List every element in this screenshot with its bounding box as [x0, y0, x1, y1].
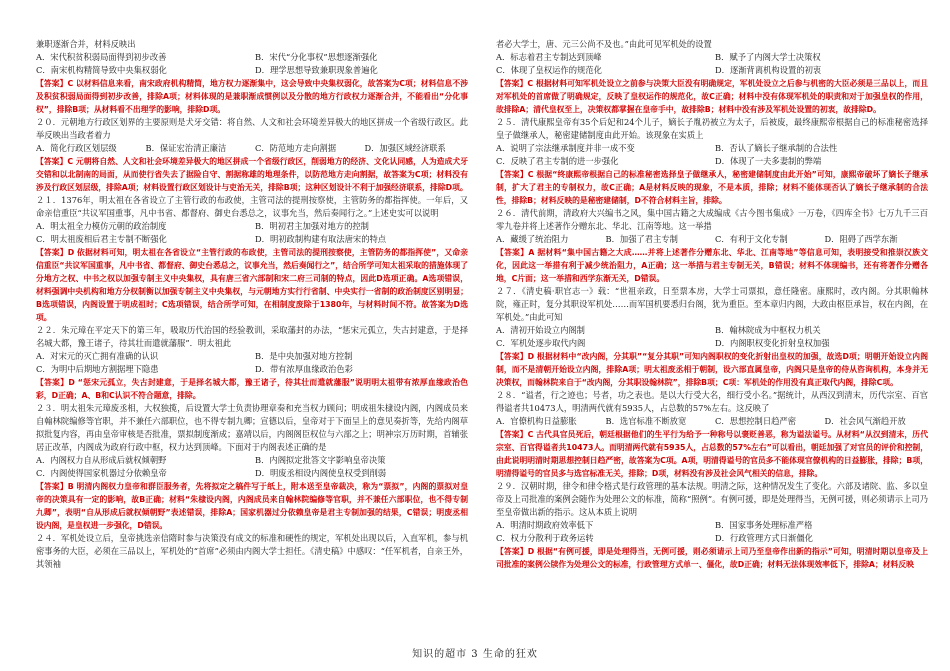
answer-explanation: 【答案】D 根据材料中“改内阁，分其职”“复分其职”可知内阁职权的变化折射出皇权的加强，故选D项；明朝开始设立内阁制，而不是清朝开始设立内阁，排除A项；明太祖废丞相于朝制，设六部直属皇帝，内阁只是皇帝的侍从咨询机构，本身并无决策权，而翰林院来自于“改内阁，分其职设翰林院”，排除B项；C项：军机处的作用没有真正取代内阁，排除C项。	[496, 352, 928, 387]
right-column	[496, 38, 928, 638]
answer-option: C．反映了君主专制的进一步强化	[496, 156, 619, 166]
answer-option: B．内阁拟定批答文字影响皇帝决策	[255, 455, 386, 465]
answer-option: B．是中央加强对地方控制	[255, 351, 353, 361]
answer-option: C．有利于文化专制	[715, 234, 788, 244]
answer-option: C．军机处逐步取代内阁	[496, 338, 586, 348]
question-text: ２３．明太祖朱元璋废丞相，大权独揽，后设置大学士负责协理章奏和充当权力顾问；明成祖朱棣设内阁，内阁成员来自翰林院编修等官职，并不兼任六部职位，也不得专制九卿；宣德以后，皇帝对于下面呈上的意见奏折等，先给内阁草拟批复内容，再由皇帝审核是否批准，票拟制度渐成；嘉靖以后，内阁阁臣权位与六部之上；明神宗万历时期，首辅张居正改革，内阁成为政府行政中枢，权力达到顶峰。下面对于内阁表述正确的是	[36, 403, 468, 452]
option-group	[36, 454, 468, 467]
answer-option: A．清初开始设立内阁制	[496, 325, 585, 335]
answer-option: D．明废丞相设内阁使皇权受到削弱	[255, 468, 387, 478]
answer-explanation: 【答案】D 依据材料可知，明太祖在各省设立“主管行政的布政使，主管司法的提刑按察使，主管防务的都指挥使”，又命亲信重臣“共议军国重事，凡中书省、都督府、御史台悉总之，议事允当，然后奏闻行之”，结合所学可知太祖采取的措施体现了分地方之权、中书之权以加强专制主义中央集权，具有唐三省六部制和宋二府三司制的特点，因此D选项正确。A选项错误，材料强调中央机构和地方分权制衡以加强专制主义中央集权，与元朝地方实行行省制、中央实行一省制的政治制度区别明显；B选项错误，内阁设置于明成祖时；C选项错误，结合所学可知，在相制度废除于1380年，与材料时间不符。故答案为D选项。	[36, 248, 468, 322]
answer-option: A．简化行政区划层级	[36, 143, 117, 153]
answer-option: C．为明中后期地方割据埋下隐患	[36, 364, 159, 374]
question-text: ２７．《清史稿·职官志一》载：“世祖亲政，日至票本房，大学士司票拟，意任隆密。康熙时，改内阁。分其职翰林院，雍正时，复分其职设军机处……而军国机要悉归台阁，犹为重臣。至本章归内阁，大政由枢臣承旨，权在内阁，在军机处。”由此可知	[496, 286, 928, 322]
answer-option: A．说明了宗法继承制度并非一成不变	[496, 143, 635, 153]
answer-explanation: 【答案】D 根据“有例可援，即是处理得当，无例可援，则必须请示上司乃至皇帝作出新的指示”可知，明清时期以皇帝及上司批准的案例公牍作为处理公文的标准，行政管理方式单一、僵化，故D正确；材料无法体现效率低下，排除A；材料反映	[496, 547, 928, 569]
answer-option: A．官僚机构日益膨胀	[496, 416, 577, 426]
option-group	[496, 64, 928, 77]
answer-option: C．权力分散利于政务运转	[496, 533, 594, 543]
answer-explanation: 【答案】C 根据“终康熙帝根据自己的标准秘密选择皇子做继承人，秘密建储制度由此开始”可知，康熙帝破坏了嫡长子继承制，扩大了君主的专制权力，故C正确；A是材料反映的现象，不是本质，排除；材料不能体现否认了嫡长子继承制的合法性，排除B；材料反映的是秘密建储制，D不符合材料主旨，排除。	[496, 170, 928, 205]
answer-explanation: 【答案】C 元朝将自然、人文和社会环境差异极大的地区拼成一个省级行政区，削弱地方的经济、文化认同感，人为造成犬牙交错和以北制南的局面，从而使行省失去了据险自守、割据称雄的地理条件，以防范地方走向割据，故答案为C项；材料没有涉及行政区划层级，排除A项；材料设置行政区划设计与吏治无关，排除B项；这种区划设计不利于加强经济联系，排除D项。	[36, 157, 468, 192]
option-group	[496, 519, 928, 532]
answer-option: C．内阁使得国家机器过分依赖皇帝	[36, 468, 167, 478]
option-group	[496, 233, 928, 246]
option-group	[36, 51, 468, 77]
answer-option: A．宋代积贫积弱局面得到初步改善	[36, 52, 167, 62]
answer-option: A．对宋元的灭亡拥有准确的认识	[36, 351, 159, 361]
question-text: ２４．军机处设立后，皇帝挑选亲信隋时参与决策没有成文的标准和硬性的规定，军机处出现以后，入直军机，参与机密事务的大臣，必须在三品以上，军机处的“首席”必须由内阁大学士担任。《清史稿》中感叹：“任军机者，自亲王外，其领袖	[36, 533, 468, 569]
answer-option: C．防范地方走向割据	[255, 143, 337, 153]
answer-option: D．明初政制构建有取法唐宋的特点	[255, 234, 387, 244]
answer-explanation: 【答案】B 明清内阁权力皇帝和群臣服务者，先将拟定之稿件写于纸上，附本送至皇帝裁决，称为“票拟”，内阁的票拟对皇帝的决策具有一定的影响，故B正确；材料“朱棣设内阁，内阁成员来自翰林院编修等官职，并不兼任六部职位，也不得专制九卿”，表明“自从形成后就权倾朝野”表述错误，排除A；国家机器过分依赖皇帝是君主专制加强的结果，C错误；明废丞相设内阁，是皇权进一步强化，D错误。	[36, 482, 468, 530]
answer-explanation: 【答案】C 根据材料可知军机处设立之前参与决策大臣没有明确规定，军机处设立之后参与机密的大臣必须是三品以上，而且对军机处的首席做了明确规定，反映了皇权运作的规范化，故C正确；材料中没有体现军机处的职责和对于加强皇权的作用，故排除A；清代皇权至上，决策权都掌握在皇帝手中，故排除B；材料中没有涉及军机处设置的初衷，故排除D。	[496, 79, 928, 114]
answer-option: A．明清时期政府效率低下	[496, 520, 594, 530]
answer-option: D．行政管理方式日渐僵化	[715, 533, 813, 543]
question-text: 兼职逐渐合并，材料反映出	[36, 39, 136, 49]
left-column	[36, 38, 468, 638]
option-group	[496, 415, 928, 428]
answer-option: B．翰林院成为中枢权力机关	[715, 325, 821, 335]
question-text: ２８．“谥者，行之迹也；号者，功之表也。是以大行受大名，细行受小名。”据统计，从西汉到清末，历代宗室、百官得谥者共10473人，明清两代就有5935人，占总数的57%左右。这反映了	[496, 390, 928, 413]
answer-option: A．明太祖全力模仿元朝的政治制度	[36, 221, 167, 231]
answer-option: A．藏缓了统治阻力	[496, 234, 569, 244]
question-text: ２０．元朝地方行政区划界的主要原则是犬牙交错：将自然、人文和社会环境差异极大的地区拼成一个省级行政区。此举反映出当政者着力	[36, 117, 468, 140]
option-group	[496, 142, 928, 155]
answer-option: B．宋代“分化事权”思想逐渐强化	[255, 52, 378, 62]
answer-option: B．保证宏治清正廉洁	[145, 143, 227, 153]
answer-option: D．内阁职权变化折射皇权加强	[715, 338, 830, 348]
answer-explanation: 【答案】C 以材料信息来看，南宋政府机构精简，地方权力逐渐集中，这会导致中央集权弱化，故答案为C项；材料信息不涉及积贫积弱局面得到初步改善，排除A项；材料体现的是兼职渐成惯例以及分散的地方行政权力逐渐合并，不能看出“分化事权”，排除B项；从材料看不出理学的影响，排除D项。	[36, 79, 468, 114]
question-text: ２９．汉朝时期，律令和律令格式是行政管理的基本法规。明清之际，这种情况发生了变化。六部及诸院、监、多以皇帝及上司批准的案例会随作为处理公文的标准，简称“照例”。有例可援，即是处理得当，无例可援，则必须请示上司乃至皇帝做出新的指示。这从本质上说明	[496, 481, 928, 517]
page-footer: 知识的超市 3 生命的狂欢	[412, 649, 538, 660]
answer-option: D．带有浓厚血缘政治色彩	[255, 364, 353, 374]
option-group	[496, 532, 928, 545]
option-group	[36, 142, 468, 155]
answer-option: C．体现了皇权运作的规范化	[496, 65, 602, 75]
two-columns	[36, 38, 928, 638]
option-group	[36, 467, 468, 480]
answer-option: B．加强了君主专制	[605, 234, 678, 244]
option-group	[496, 51, 928, 64]
answer-option: C．思想控制日趋严密	[715, 416, 797, 426]
answer-explanation: 【答案】D “惩宋元孤立，失古封建意，于是择名城大都，豫王诸子，待其壮而遣就藩服”说明明太祖带有浓厚血缘政治色彩，D正确；A、B和C认识不符合题意，排除。	[36, 378, 468, 400]
answer-option: D．阻碍了西学东渐	[824, 234, 898, 244]
answer-option: A．内阁权力自从形成后就权倾朝野	[36, 455, 167, 465]
question-text: 者必大学士，唐、元三公尚不及也。”由此可见军机处的设置	[496, 39, 712, 49]
answer-option: D．加强区域经济联系	[364, 143, 446, 153]
answer-option: D．体现了一夫多妻制的弊端	[715, 156, 822, 166]
answer-option: D．理学思想导致兼职现象普遍化	[255, 65, 378, 75]
question-text: ２２．朱元璋在平定天下的第三年，吸取历代治国的经验教训，采取藩封的办法，“惩宋元孤立，失古封建意，于是择名城大都，豫王诸子，待其壮而遣就藩服”．明太祖此	[36, 325, 468, 348]
answer-option: D．社会风气渐趋开放	[824, 416, 906, 426]
question-text: ２５．清代康熙皇帝有35个后妃和24个儿子，嫡长子胤礽被立为太子，后被废，最终康熙帝根据自己的标准秘密选择皇子做继承人，秘密建储制度由此开始。该现象在实质上	[496, 117, 928, 140]
option-group	[496, 155, 928, 168]
answer-option: B．国家事务处理标准严格	[715, 520, 813, 530]
question-text: ２６．清代前期，清政府大兴编书之风，集中国古籍之大成编成《古今图书集成》一万卷，《四库全书》七万九千三百零九卷并将上述著作分赠东北、华北、江南等地。这一举措	[496, 208, 928, 231]
option-group	[36, 220, 468, 246]
answer-option: B．赋予了内阁大学士决策权	[715, 52, 821, 62]
answer-option: D．逐渐背离机构设置的初衷	[715, 65, 822, 75]
answer-option: A．标志着君主专制达到顶峰	[496, 52, 602, 62]
option-group	[36, 350, 468, 376]
answer-option: C．南宋机构精简导致中央集权弱化	[36, 65, 167, 75]
question-text: ２１．1376年，明太祖在各省设立了主管行政的布政使，主管司法的提刑按察使，主管防务的都指挥使。一年后，又命亲信重臣“共议军国重事，凡中书省、都督府、御史台悉总之，议事允当，然后奏闻行之。”上述史实可以说明	[36, 195, 468, 218]
answer-option: C．明太祖废相后君主专制不断强化	[36, 234, 167, 244]
answer-explanation: 【答案】C 古代具官员死后，朝廷根据他们的生平行为给予一种称号以褒贬善恶，称为谥法谥号。从材料“从汉到清末，历代宗室、百官得谥者共10473人。而明清两代就有5935人，占总数的57%左右”可以看出，朝廷加强了对官员的评价和控制，由此说明明清时期思想控制日趋严密，故答案为C项。A项，明清得谥号的官员多不能体现官僚机构的日益膨胀，排除；B项，明清得谥号的官员多与选官标准无关，排除；D项，材料没有涉及社会风气相关的信息，排除。	[496, 430, 928, 478]
answer-explanation: 【答案】A 据材料“集中国古籍之大成……并将上述著作分赠东北、华北、江南等地”等信息可知，表明接受和推崇汉族文化，因此这一举措有利于减少统治阻力，A正确；这一举措与君主专制无关，B错误；材料不体现编书，还有将著作分赠各地，C片面；这一举措和西学东渐无关，D错误。	[496, 248, 928, 283]
option-group	[496, 324, 928, 337]
answer-option: B．否认了嫡长子继承制的合法性	[715, 143, 838, 153]
answer-option: B．选官标准不断放宽	[605, 416, 687, 426]
answer-option: B．明初君主加强对地方的控制	[255, 221, 369, 231]
option-group	[496, 337, 928, 350]
